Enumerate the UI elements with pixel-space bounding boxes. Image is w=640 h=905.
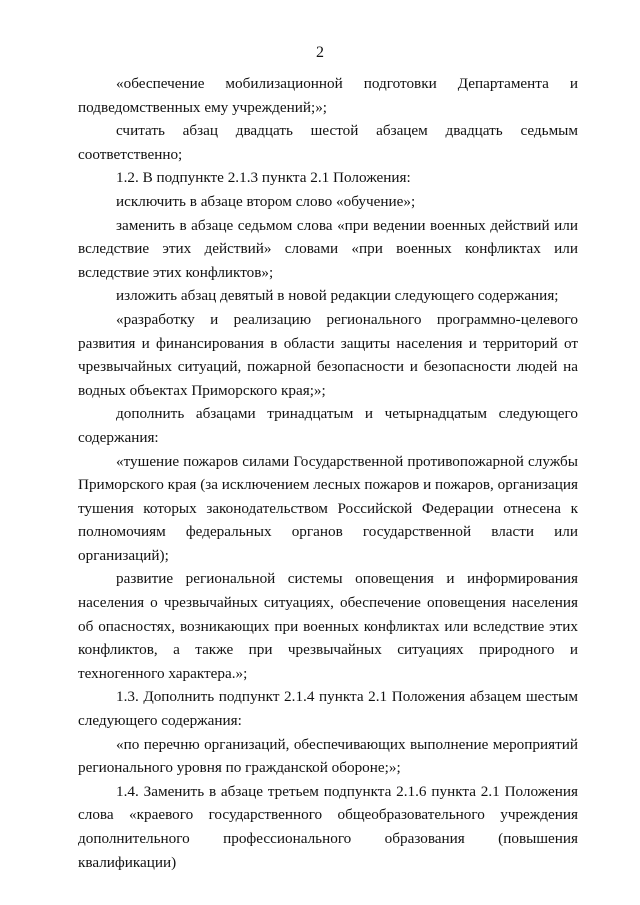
paragraph-13: 1.4. Заменить в абзаце третьем подпункта 2.1.6 пункта 2.1 Положения слова «краевого государственного общеобразовательного учреждения дополнительного профессионального образования (повышения квалификации) xyxy=(78,782,578,871)
paragraph-9: «тушение пожаров силами Государственной противопожарной службы Приморского края (за исключением лесных пожаров и пожаров, организация тушения которых законодательством Российской Федерации отнесена к полномочиям федеральных органов государственной власти или организаций); xyxy=(78,452,578,564)
paragraph-1: «обеспечение мобилизационной подготовки Департамента и подведомственных ему учреждений;»; xyxy=(78,75,578,116)
paragraph-8: дополнить абзацами тринадцатым и четырнадцатым следующего содержания: xyxy=(78,405,578,446)
paragraph-6: изложить абзац девятый в новой редакции следующего содержания; xyxy=(116,287,559,305)
paragraph-3: 1.2. В подпункте 2.1.3 пункта 2.1 Положения: xyxy=(116,169,411,187)
paragraph-11: 1.3. Дополнить подпункт 2.1.4 пункта 2.1 Положения абзацем шестым следующего содержания: xyxy=(78,688,578,730)
page-number: 2 xyxy=(316,44,324,61)
paragraph-5: заменить в абзаце седьмом слова «при ведении военных действий или вследствие этих действий» словами «при военных конфликтах или вследствие этих конфликтов»; xyxy=(78,216,578,281)
paragraph-2: считать абзац двадцать шестой абзацем двадцать седьмым соответственно; xyxy=(78,122,578,163)
paragraph-12: «по перечню организаций, обеспечивающих выполнение мероприятий регионального уровня по гражданской обороне;»; xyxy=(78,735,578,777)
document-body xyxy=(78,72,578,874)
paragraph-10: развитие региональной системы оповещения и информирования населения о чрезвычайных ситуациях, обеспечение оповещения населения об опасностях, возникающих при военных конфликтах или вследствие этих конфликтов, а также при чрезвычайных ситуациях природного и техногенного характера.»; xyxy=(78,570,578,682)
paragraph-4: исключить в абзаце втором слово «обучение»; xyxy=(116,192,416,210)
paragraph-7: «разработку и реализацию регионального программно-целевого развития и финансирования в области защиты населения и территорий от чрезвычайных ситуаций, пожарной безопасности и безопасности людей на водных объектах Приморского края;»; xyxy=(78,310,578,399)
